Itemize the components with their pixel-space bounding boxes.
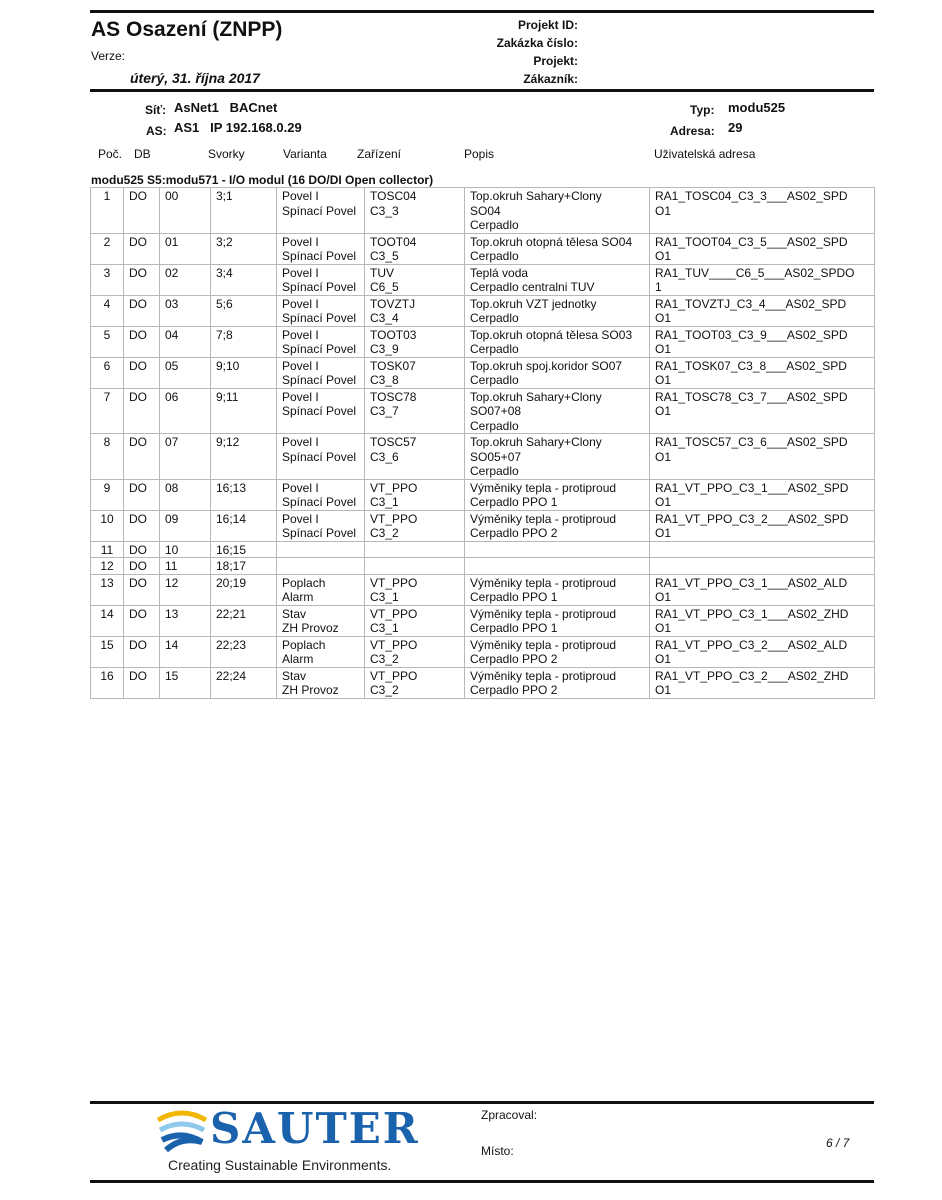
variant-cell: Stav ZH Provoz — [277, 667, 365, 698]
signal-type-cell: DO — [124, 479, 160, 510]
signal-type-cell: DO — [124, 510, 160, 541]
device-cell: TOOT04 C3_5 — [365, 233, 465, 264]
description-cell: Teplá voda Cerpadlo centralni TUV — [465, 264, 650, 295]
description-cell: Top.okruh Sahary+Clony SO07+08 Cerpadlo — [465, 388, 650, 434]
db-cell: 14 — [160, 636, 211, 667]
terminals-cell: 16;15 — [211, 541, 277, 558]
user-address-cell: RA1_VT_PPO_C3_2___AS02_ALD O1 — [650, 636, 875, 667]
row-number-cell: 6 — [91, 357, 124, 388]
terminals-cell: 9;10 — [211, 357, 277, 388]
brand-tagline: Creating Sustainable Environments. — [168, 1157, 392, 1173]
row-number-cell: 2 — [91, 233, 124, 264]
variant-cell — [277, 541, 365, 558]
db-cell: 12 — [160, 574, 211, 605]
description-cell: Výměniky tepla - protiproud Cerpadlo PPO 2 — [465, 636, 650, 667]
db-cell: 00 — [160, 188, 211, 234]
io-table — [90, 187, 875, 699]
signal-type-cell: DO — [124, 558, 160, 575]
user-address-cell — [650, 558, 875, 575]
customer-label: Zákazník: — [523, 72, 578, 86]
order-number-label: Zakázka číslo: — [496, 36, 578, 50]
row-number-cell: 13 — [91, 574, 124, 605]
device-cell — [365, 541, 465, 558]
variant-cell: Povel I Spínací Povel — [277, 479, 365, 510]
header-top-rule — [90, 10, 874, 13]
version-label: Verze: — [91, 49, 126, 63]
brand-name: SAUTER — [210, 1104, 420, 1153]
terminals-cell: 9;11 — [211, 388, 277, 434]
variant-cell: Povel I Spínací Povel — [277, 233, 365, 264]
variant-cell: Povel I Spínací Povel — [277, 388, 365, 434]
variant-cell: Povel I Spínací Povel — [277, 326, 365, 357]
row-number-cell: 4 — [91, 295, 124, 326]
module-title: modu525 S5:modu571 - I/O modul (16 DO/DI Open collector) — [91, 173, 434, 187]
table-row — [91, 636, 875, 667]
signal-type-cell: DO — [124, 574, 160, 605]
column-header-device: Zařízení — [357, 147, 402, 161]
variant-cell — [277, 558, 365, 575]
document-date: úterý, 31. října 2017 — [130, 70, 260, 86]
variant-cell: Poplach Alarm — [277, 574, 365, 605]
table-row — [91, 574, 875, 605]
row-number-cell: 9 — [91, 479, 124, 510]
table-row — [91, 558, 875, 575]
description-cell: Top.okruh Sahary+Clony SO04 Cerpadlo — [465, 188, 650, 234]
terminals-cell: 20;19 — [211, 574, 277, 605]
table-row — [91, 388, 875, 434]
db-cell: 10 — [160, 541, 211, 558]
device-cell: VT_PPO C3_1 — [365, 574, 465, 605]
db-cell: 06 — [160, 388, 211, 434]
user-address-cell: RA1_VT_PPO_C3_2___AS02_SPD O1 — [650, 510, 875, 541]
header-mid-rule — [90, 89, 874, 92]
table-row — [91, 357, 875, 388]
signal-type-cell: DO — [124, 295, 160, 326]
device-cell: VT_PPO C3_2 — [365, 510, 465, 541]
user-address-cell: RA1_VT_PPO_C3_1___AS02_ALD O1 — [650, 574, 875, 605]
terminals-cell: 16;14 — [211, 510, 277, 541]
description-cell: Výměniky tepla - protiproud Cerpadlo PPO 1 — [465, 605, 650, 636]
terminals-cell: 3;2 — [211, 233, 277, 264]
variant-cell: Povel I Spínací Povel — [277, 434, 365, 480]
description-cell: Top.okruh Sahary+Clony SO05+07 Cerpadlo — [465, 434, 650, 480]
column-header-db: DB — [134, 147, 151, 161]
row-number-cell: 16 — [91, 667, 124, 698]
description-cell: Top.okruh otopná tělesa SO03 Cerpadlo — [465, 326, 650, 357]
project-label: Projekt: — [533, 54, 578, 68]
user-address-cell: RA1_TOVZTJ_C3_4___AS02_SPD O1 — [650, 295, 875, 326]
db-cell: 05 — [160, 357, 211, 388]
description-cell: Top.okruh otopná tělesa SO04 Cerpadlo — [465, 233, 650, 264]
processed-by-label: Zpracoval: — [481, 1108, 538, 1122]
device-cell: VT_PPO C3_2 — [365, 667, 465, 698]
user-address-cell: RA1_VT_PPO_C3_1___AS02_SPD O1 — [650, 479, 875, 510]
signal-type-cell: DO — [124, 357, 160, 388]
column-header-terminals: Svorky — [208, 147, 245, 161]
address-value: 29 — [728, 120, 743, 135]
as-label: AS: — [146, 124, 167, 138]
document-title: AS Osazení (ZNPP) — [91, 18, 283, 41]
db-cell: 02 — [160, 264, 211, 295]
signal-type-cell: DO — [124, 264, 160, 295]
description-cell: Výměniky tepla - protiproud Cerpadlo PPO 1 — [465, 574, 650, 605]
device-cell: TOVZTJ C3_4 — [365, 295, 465, 326]
device-cell: VT_PPO C3_2 — [365, 636, 465, 667]
net-value: AsNet1 BACnet — [174, 100, 278, 115]
device-cell: VT_PPO C3_1 — [365, 479, 465, 510]
device-cell: TOSC04 C3_3 — [365, 188, 465, 234]
db-cell: 08 — [160, 479, 211, 510]
sauter-wave-logo-icon — [156, 1110, 208, 1154]
row-number-cell: 10 — [91, 510, 124, 541]
row-number-cell: 5 — [91, 326, 124, 357]
terminals-cell: 3;1 — [211, 188, 277, 234]
terminals-cell: 5;6 — [211, 295, 277, 326]
terminals-cell: 3;4 — [211, 264, 277, 295]
signal-type-cell: DO — [124, 605, 160, 636]
user-address-cell — [650, 541, 875, 558]
signal-type-cell: DO — [124, 233, 160, 264]
table-row — [91, 434, 875, 480]
signal-type-cell: DO — [124, 388, 160, 434]
user-address-cell: RA1_TOSC57_C3_6___AS02_SPD O1 — [650, 434, 875, 480]
place-label: Místo: — [481, 1144, 514, 1158]
column-header-description: Popis — [464, 147, 495, 161]
description-cell — [465, 541, 650, 558]
variant-cell: Povel I Spínací Povel — [277, 295, 365, 326]
terminals-cell: 18;17 — [211, 558, 277, 575]
user-address-cell: RA1_TOSC04_C3_3___AS02_SPD O1 — [650, 188, 875, 234]
terminals-cell: 16;13 — [211, 479, 277, 510]
column-header-user-address: Uživatelská adresa — [654, 147, 756, 161]
address-label: Adresa: — [670, 124, 715, 138]
device-cell: TOSC78 C3_7 — [365, 388, 465, 434]
signal-type-cell: DO — [124, 636, 160, 667]
variant-cell: Poplach Alarm — [277, 636, 365, 667]
table-row — [91, 233, 875, 264]
row-number-cell: 1 — [91, 188, 124, 234]
description-cell — [465, 558, 650, 575]
column-header-count: Poč. — [98, 147, 123, 161]
device-cell: TOSC57 C3_6 — [365, 434, 465, 480]
device-cell: TOOT03 C3_9 — [365, 326, 465, 357]
description-cell: Výměniky tepla - protiproud Cerpadlo PPO 1 — [465, 479, 650, 510]
table-row — [91, 541, 875, 558]
device-cell: TUV C6_5 — [365, 264, 465, 295]
row-number-cell: 12 — [91, 558, 124, 575]
footer-top-rule — [90, 1101, 874, 1104]
column-header-variant: Varianta — [283, 147, 327, 161]
variant-cell: Povel I Spínací Povel — [277, 357, 365, 388]
project-id-label: Projekt ID: — [517, 18, 578, 32]
user-address-cell: RA1_TUV____C6_5___AS02_SPDO 1 — [650, 264, 875, 295]
db-cell: 11 — [160, 558, 211, 575]
table-row — [91, 264, 875, 295]
row-number-cell: 11 — [91, 541, 124, 558]
row-number-cell: 3 — [91, 264, 124, 295]
terminals-cell: 22;24 — [211, 667, 277, 698]
user-address-cell: RA1_TOSK07_C3_8___AS02_SPD O1 — [650, 357, 875, 388]
db-cell: 15 — [160, 667, 211, 698]
variant-cell: Povel I Spínací Povel — [277, 188, 365, 234]
table-row — [91, 667, 875, 698]
signal-type-cell: DO — [124, 667, 160, 698]
db-cell: 01 — [160, 233, 211, 264]
user-address-cell: RA1_VT_PPO_C3_2___AS02_ZHD O1 — [650, 667, 875, 698]
type-label: Typ: — [690, 103, 715, 117]
terminals-cell: 9;12 — [211, 434, 277, 480]
description-cell: Top.okruh spoj.koridor SO07 Cerpadlo — [465, 357, 650, 388]
db-cell: 04 — [160, 326, 211, 357]
table-row — [91, 326, 875, 357]
description-cell: Výměniky tepla - protiproud Cerpadlo PPO 2 — [465, 667, 650, 698]
signal-type-cell: DO — [124, 188, 160, 234]
user-address-cell: RA1_TOSC78_C3_7___AS02_SPD O1 — [650, 388, 875, 434]
table-row — [91, 188, 875, 234]
row-number-cell: 14 — [91, 605, 124, 636]
table-row — [91, 295, 875, 326]
type-value: modu525 — [728, 100, 786, 115]
net-label: Síť: — [145, 103, 167, 117]
row-number-cell: 8 — [91, 434, 124, 480]
table-row — [91, 605, 875, 636]
row-number-cell: 15 — [91, 636, 124, 667]
terminals-cell: 7;8 — [211, 326, 277, 357]
footer-bottom-rule — [90, 1180, 874, 1183]
description-cell: Výměniky tepla - protiproud Cerpadlo PPO 2 — [465, 510, 650, 541]
io-table-body — [91, 188, 875, 699]
description-cell: Top.okruh VZT jednotky Cerpadlo — [465, 295, 650, 326]
signal-type-cell: DO — [124, 434, 160, 480]
signal-type-cell: DO — [124, 326, 160, 357]
db-cell: 13 — [160, 605, 211, 636]
device-cell: TOSK07 C3_8 — [365, 357, 465, 388]
page-number: 6 / 7 — [826, 1136, 850, 1150]
db-cell: 07 — [160, 434, 211, 480]
user-address-cell: RA1_TOOT03_C3_9___AS02_SPD O1 — [650, 326, 875, 357]
as-value: AS1 IP 192.168.0.29 — [174, 120, 302, 135]
terminals-cell: 22;21 — [211, 605, 277, 636]
db-cell: 09 — [160, 510, 211, 541]
variant-cell: Povel I Spínací Povel — [277, 264, 365, 295]
terminals-cell: 22;23 — [211, 636, 277, 667]
device-cell — [365, 558, 465, 575]
table-row — [91, 479, 875, 510]
db-cell: 03 — [160, 295, 211, 326]
table-row — [91, 510, 875, 541]
device-cell: VT_PPO C3_1 — [365, 605, 465, 636]
user-address-cell: RA1_TOOT04_C3_5___AS02_SPD O1 — [650, 233, 875, 264]
user-address-cell: RA1_VT_PPO_C3_1___AS02_ZHD O1 — [650, 605, 875, 636]
variant-cell: Povel I Spínací Povel — [277, 510, 365, 541]
signal-type-cell: DO — [124, 541, 160, 558]
row-number-cell: 7 — [91, 388, 124, 434]
variant-cell: Stav ZH Provoz — [277, 605, 365, 636]
